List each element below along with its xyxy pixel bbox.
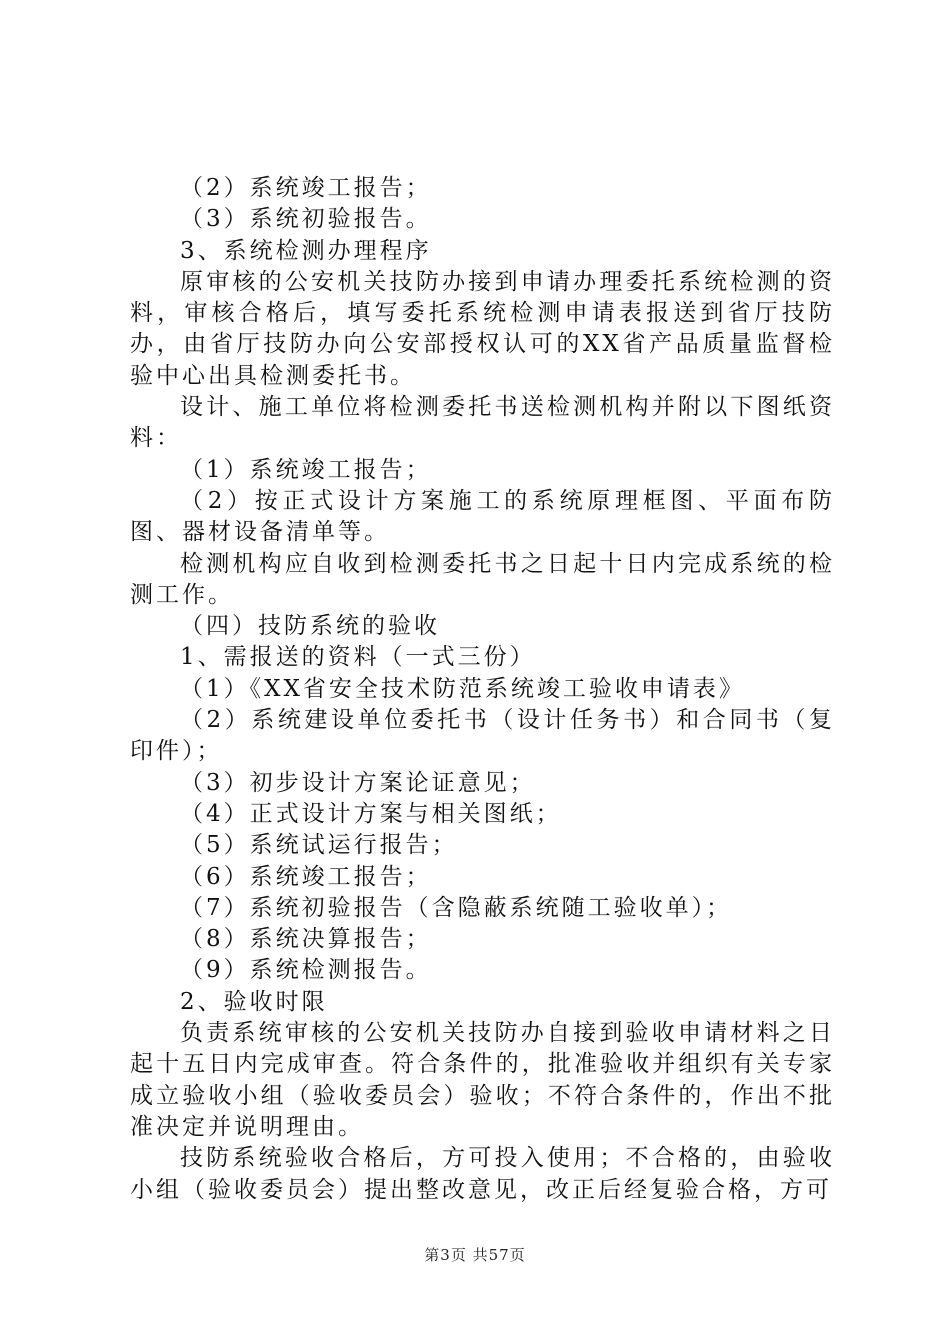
section-heading: （四）技防系统的验收 (180, 613, 440, 640)
paragraph: 检测机构应自收到检测委托书之日起十日内完成系统的检测工作。 (130, 550, 835, 608)
list-item: （6）系统竣工报告； (180, 863, 432, 890)
paragraph: 技防系统验收合格后，方可投入使用；不合格的，由验收小组（验收委员会）提出整改意见，改正后经复验合格，方可 (130, 1145, 835, 1203)
list-item: （7）系统初验报告（含隐蔽系统随工验收单）； (180, 894, 733, 921)
paragraph: （1）系统竣工报告； (180, 456, 432, 483)
list-item: （2）系统建设单位委托书（设计任务书）和合同书（复印件）； (130, 707, 835, 765)
section-heading: 2、验收时限 (180, 988, 328, 1015)
paragraph: （2）按正式设计方案施工的系统原理框图、平面布防图、器材设备清单等。 (130, 487, 835, 546)
paragraph: 原审核的公安机关技防办接到申请办理委托系统检测的资料，审核合格后，填写委托系统检测申请表报送到省厅技防办，由省厅技防办向公安部授权认可的XX省产品质量监督检验中心出具检测委托书。 (130, 268, 835, 389)
page-number-footer: 第3页 共57页 (424, 1246, 526, 1264)
list-item: （9）系统检测报告。 (180, 957, 432, 984)
list-item: （1）《XX省安全技术防范系统竣工验收申请表》 (180, 675, 745, 702)
paragraph: 负责系统审核的公安机关技防办自接到验收申请材料之日起十五日内完成审查。符合条件的，批准验收并组织有关专家成立验收小组（验收委员会）验收；不符合条件的，作出不批准决定并说明理由。 (130, 1020, 835, 1140)
section-heading: 1、需报送的资料（一式三份） (180, 644, 536, 671)
paragraph: （2）系统竣工报告； (180, 175, 432, 201)
paragraph: 设计、施工单位将检测委托书送检测机构并附以下图纸资料： (130, 394, 835, 452)
paragraph: （3）系统初验报告。 (180, 206, 432, 233)
list-item: （4）正式设计方案与相关图纸； (180, 800, 562, 827)
document-body (130, 173, 835, 1206)
list-item: （5）系统试运行报告； (180, 832, 458, 859)
list-item: （8）系统决算报告； (180, 926, 432, 953)
section-heading: 3、系统检测办理程序 (180, 237, 432, 264)
list-item: （3）初步设计方案论证意见； (180, 769, 536, 796)
